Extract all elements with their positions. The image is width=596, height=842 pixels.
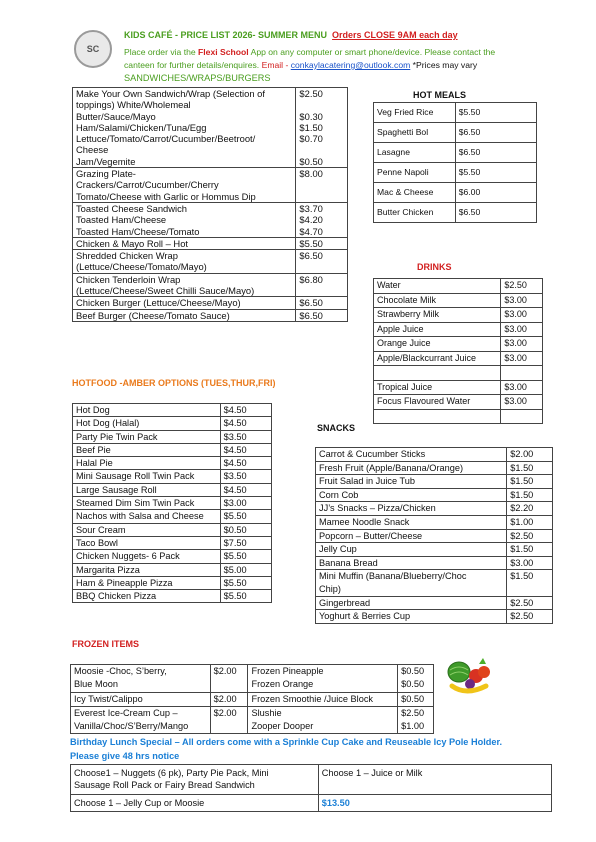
- sandwich-row: [73, 309, 348, 321]
- item-name-line: Toasted Ham/Cheese: [76, 214, 167, 226]
- item-price-line: $0.50: [401, 679, 425, 690]
- item-price: $4.50: [220, 457, 271, 470]
- item-name-line: Gingerbread: [319, 597, 371, 608]
- hotfood-row: [73, 404, 272, 417]
- item-name-line: Moosie -Choc, S’berry,: [74, 666, 167, 676]
- birthday-row: [71, 765, 552, 795]
- drink-row: [374, 366, 543, 381]
- item-price: [296, 202, 348, 237]
- item-price-line: [299, 144, 344, 155]
- item-name-line: Yoghurt & Berries Cup: [319, 611, 411, 622]
- sandwich-row: [73, 168, 348, 203]
- item-name-line: Make Your Own Sandwich/Wrap (Selection of: [76, 88, 265, 99]
- item-price-line: $1.50: [299, 121, 323, 133]
- sandwich-row: [73, 297, 348, 309]
- birthday-price-value: $13.50: [321, 797, 350, 808]
- snack-row: [316, 502, 553, 516]
- hotfood-table: [72, 403, 272, 603]
- hotfood-row: [73, 510, 272, 523]
- item-price: $2.00: [507, 448, 553, 462]
- item-name-line: Vanilla/Choc/S’Berry/Mango: [74, 721, 189, 732]
- snacks-table: [315, 447, 553, 624]
- sandwich-row: [73, 273, 348, 297]
- item-name: [71, 706, 211, 734]
- frozen-row: [71, 692, 434, 706]
- contact-text: canteen for further details/enquires.: [124, 60, 262, 70]
- hot-meals-table: [373, 102, 537, 223]
- item-price: $1.00: [507, 515, 553, 529]
- item-name-line: Fruit Salad in Juice Tub: [319, 476, 416, 487]
- item-name-line: Lettuce/Tomato/Carrot/Cucumber/Beetroot/: [76, 133, 256, 145]
- item-name: [316, 556, 507, 570]
- hotfood-row: [73, 550, 272, 563]
- item-price-line: $6.50: [299, 297, 323, 309]
- sandwiches-heading: SANDWICHES/WRAPS/BURGERS: [124, 73, 271, 83]
- item-price: $5.50: [455, 163, 536, 183]
- sandwich-row: [73, 88, 348, 168]
- item-name-line: Slushie: [251, 707, 282, 718]
- birthday-row: [71, 794, 552, 811]
- item-name: [73, 297, 296, 309]
- item-name-line: Jam/Vegemite: [76, 155, 136, 167]
- item-price: [398, 665, 434, 693]
- item-price: [296, 168, 348, 203]
- item-name: [73, 202, 296, 237]
- snack-row: [316, 570, 553, 596]
- snacks-heading: SNACKS: [317, 423, 356, 433]
- birthday-choice-food-1: Choose1 – Nuggets (6 pk), Party Pie Pack, Mini: [74, 768, 269, 778]
- hotfood-row: [73, 497, 272, 510]
- item-price-line: [214, 678, 245, 691]
- header-line-1: [124, 30, 458, 40]
- item-name: [73, 309, 296, 321]
- item-price: $5.50: [220, 550, 271, 563]
- item-price-line: [299, 261, 344, 272]
- item-price: $7.50: [220, 536, 271, 549]
- hot-meal-row: [374, 103, 537, 123]
- item-name-line: (Lettuce/Cheese/Sweet Chilli Sauce/Mayo): [76, 285, 255, 297]
- item-name: [73, 237, 296, 249]
- item-price-line: $2.00: [213, 693, 237, 704]
- item-name: Beef Pie: [73, 443, 221, 456]
- item-price-line: $0.30: [299, 110, 323, 122]
- frozen-table: [70, 664, 434, 734]
- item-price: $0.50: [220, 523, 271, 536]
- item-name-line: Crackers/Carrot/Cucumber/Cherry: [76, 179, 219, 191]
- drink-row: [374, 337, 543, 352]
- email-link[interactable]: conkaylacatering@outlook.com: [290, 60, 411, 70]
- birthday-price: [318, 794, 551, 811]
- item-name-line: Beef Burger (Cheese/Tomato Sauce): [76, 309, 230, 321]
- frozen-row: [71, 706, 434, 734]
- item-price-line: $0.50: [401, 666, 425, 676]
- item-name: [71, 692, 211, 706]
- item-name-line: Popcorn – Butter/Cheese: [319, 530, 423, 541]
- item-price: $2.50: [507, 610, 553, 624]
- frozen-row: [71, 665, 434, 693]
- item-price-line: $3.70: [299, 202, 323, 214]
- item-price: $2.50: [507, 529, 553, 543]
- item-price-line: $2.00: [213, 666, 237, 676]
- item-price: $6.00: [455, 183, 536, 203]
- item-name: [316, 488, 507, 502]
- item-name-line: Jelly Cup: [319, 544, 357, 555]
- item-name: [248, 706, 398, 734]
- item-price-line: $6.80: [299, 273, 323, 285]
- drink-row: [374, 293, 543, 308]
- item-price: $5.50: [220, 576, 271, 589]
- item-name-line: Shredded Chicken Wrap: [76, 250, 178, 262]
- item-name: [316, 515, 507, 529]
- item-name-line: JJ’s Snacks – Pizza/Chicken: [319, 503, 436, 514]
- birthday-choice-dessert: Choose 1 – Jelly Cup or Moosie: [71, 794, 319, 811]
- birthday-notice: Please give 48 hrs notice: [70, 751, 180, 761]
- hotfood-row: [73, 590, 272, 603]
- item-price-line: $5.50: [299, 237, 323, 249]
- item-price-line: $8.00: [299, 168, 323, 180]
- item-price: $5.00: [220, 563, 271, 576]
- item-price: $3.00: [501, 322, 543, 337]
- item-name: Orange Juice: [374, 337, 501, 352]
- snack-row: [316, 515, 553, 529]
- drink-row: [374, 409, 543, 424]
- item-name: [316, 610, 507, 624]
- item-price: $3.50: [220, 430, 271, 443]
- item-price: $1.50: [507, 570, 553, 596]
- item-name-line: Frozen Orange: [251, 679, 314, 690]
- hotfood-row: [73, 430, 272, 443]
- sandwich-row: [73, 250, 348, 274]
- snack-row: [316, 529, 553, 543]
- hotfood-row: [73, 417, 272, 430]
- drink-row: [374, 279, 543, 294]
- item-name-line: Chicken & Mayo Roll – Hot: [76, 237, 189, 249]
- item-price: $2.50: [501, 279, 543, 294]
- item-price: $5.50: [220, 510, 271, 523]
- item-name: [316, 502, 507, 516]
- snack-row: [316, 610, 553, 624]
- header-line-2: [124, 47, 495, 57]
- item-name: [73, 88, 296, 168]
- item-name: Large Sausage Roll: [73, 483, 221, 496]
- item-name: Chicken Nuggets- 6 Pack: [73, 550, 221, 563]
- item-price-line: $6.50: [299, 309, 323, 321]
- item-name: Butter Chicken: [374, 203, 456, 223]
- item-name: [316, 461, 507, 475]
- item-name: BBQ Chicken Pizza: [73, 590, 221, 603]
- item-name: Steamed Dim Sim Twin Pack: [73, 497, 221, 510]
- item-name: [374, 409, 501, 424]
- item-name: [248, 692, 398, 706]
- item-price-line: $0.50: [299, 155, 323, 167]
- fruit-illustration: [446, 656, 494, 696]
- order-instructions-cont: App on any computer or smart phone/device. Please contact the: [248, 47, 496, 57]
- snack-row: [316, 475, 553, 489]
- hotfood-row: [73, 536, 272, 549]
- item-price: $3.00: [501, 293, 543, 308]
- item-price: $3.00: [501, 308, 543, 323]
- item-price: [296, 237, 348, 249]
- item-price-line: $4.20: [299, 214, 323, 226]
- drinks-table: [373, 278, 543, 424]
- birthday-table: [70, 764, 552, 812]
- item-name: Penne Napoli: [374, 163, 456, 183]
- item-name-line: Cheese: [76, 144, 109, 156]
- item-price: $4.50: [220, 443, 271, 456]
- sandwich-row: [73, 202, 348, 237]
- item-price: $4.50: [220, 483, 271, 496]
- flexi-school-app: Flexi School: [198, 47, 249, 57]
- item-name: [71, 665, 211, 693]
- item-price: $6.50: [455, 143, 536, 163]
- hotfood-row: [73, 523, 272, 536]
- snack-row: [316, 461, 553, 475]
- item-name-line: Zooper Dooper: [251, 721, 314, 732]
- item-price-line: [299, 99, 344, 110]
- item-price: $5.50: [220, 590, 271, 603]
- item-name-line: Chicken Burger (Lettuce/Cheese/Mayo): [76, 297, 241, 309]
- orders-close-notice: Orders CLOSE 9AM each day: [332, 30, 458, 40]
- item-price: [210, 692, 248, 706]
- item-price: $1.50: [507, 543, 553, 557]
- drink-row: [374, 322, 543, 337]
- school-logo: SC: [74, 30, 112, 68]
- item-price-line: [299, 179, 344, 190]
- item-name: Halal Pie: [73, 457, 221, 470]
- item-price-line: [299, 285, 344, 296]
- item-price: [501, 409, 543, 424]
- page-title: KIDS CAFÉ - PRICE LIST 2026- SUMMER MENU: [124, 30, 328, 40]
- item-price: $4.50: [220, 417, 271, 430]
- item-price: $3.00: [220, 497, 271, 510]
- item-name-line: Grazing Plate-: [76, 168, 136, 180]
- item-name: [73, 273, 296, 297]
- item-price: $3.00: [501, 351, 543, 366]
- item-name: [73, 250, 296, 274]
- item-name-line: Chip): [319, 583, 341, 594]
- item-name-line: Ham/Salami/Chicken/Tuna/Egg: [76, 121, 207, 133]
- item-name: Hot Dog (Halal): [73, 417, 221, 430]
- item-name: Water: [374, 279, 501, 294]
- item-price-line: [214, 720, 245, 733]
- item-name: Hot Dog: [73, 404, 221, 417]
- item-name: [316, 448, 507, 462]
- item-price: [296, 297, 348, 309]
- item-price-line: $1.00: [401, 721, 425, 732]
- item-price-line: $2.00: [213, 707, 237, 718]
- item-price: $2.50: [507, 596, 553, 610]
- item-name-line: Blue Moon: [74, 679, 118, 690]
- hotfood-row: [73, 470, 272, 483]
- item-name: Strawberry Milk: [374, 308, 501, 323]
- hot-meal-row: [374, 203, 537, 223]
- item-name-line: Frozen Smoothie /Juice Block: [251, 693, 374, 704]
- hot-meals-heading: HOT MEALS: [413, 90, 466, 100]
- snack-row: [316, 596, 553, 610]
- item-price-line: $0.50: [401, 693, 425, 704]
- item-price: $5.50: [455, 103, 536, 123]
- item-name-line: Chicken Tenderloin Wrap: [76, 273, 181, 285]
- item-price: [398, 706, 434, 734]
- item-price: $3.00: [501, 337, 543, 352]
- item-name: [73, 168, 296, 203]
- item-name: Ham & Pineapple Pizza: [73, 576, 221, 589]
- item-name: Spaghetti Bol: [374, 123, 456, 143]
- item-price: $3.00: [501, 380, 543, 395]
- header-line-3: [124, 60, 477, 70]
- item-price: $2.20: [507, 502, 553, 516]
- drink-row: [374, 308, 543, 323]
- snack-row: [316, 556, 553, 570]
- hotfood-heading: HOTFOOD -AMBER OPTIONS (TUES,THUR,FRI): [72, 378, 276, 388]
- snack-row: [316, 488, 553, 502]
- hot-meal-row: [374, 183, 537, 203]
- item-price: [210, 665, 248, 693]
- item-name: [316, 596, 507, 610]
- item-name-line: Everest Ice-Cream Cup –: [74, 707, 178, 718]
- item-name-line: (Lettuce/Cheese/Tomato/Mayo): [76, 261, 207, 273]
- item-price: [296, 309, 348, 321]
- item-name: Margarita Pizza: [73, 563, 221, 576]
- item-name: Mini Sausage Roll Twin Pack: [73, 470, 221, 483]
- item-price: $3.50: [220, 470, 271, 483]
- drink-row: [374, 395, 543, 410]
- item-price: [296, 250, 348, 274]
- birthday-choice-food: [71, 765, 319, 795]
- item-price: $3.00: [507, 556, 553, 570]
- drink-row: [374, 380, 543, 395]
- item-name-line: Corn Cob: [319, 489, 359, 500]
- item-price: $6.50: [455, 123, 536, 143]
- sandwich-row: [73, 237, 348, 249]
- hotfood-row: [73, 576, 272, 589]
- item-name: Apple/Blackcurrant Juice: [374, 351, 501, 366]
- item-price: [398, 692, 434, 706]
- birthday-choice-drink: Choose 1 – Juice or Milk: [318, 765, 551, 795]
- item-name: Chocolate Milk: [374, 293, 501, 308]
- item-name-line: Mamee Noodle Snack: [319, 516, 410, 527]
- item-price-line: $2.50: [401, 707, 425, 718]
- item-name: Focus Flavoured Water: [374, 395, 501, 410]
- item-name: Sour Cream: [73, 523, 221, 536]
- item-name-line: Butter/Sauce/Mayo: [76, 110, 156, 122]
- item-price: $3.00: [501, 395, 543, 410]
- hot-meal-row: [374, 163, 537, 183]
- item-name: Tropical Juice: [374, 380, 501, 395]
- item-name-line: Tomato/Cheese with Garlic or Hommus Dip: [76, 190, 256, 202]
- item-price-line: $2.50: [299, 88, 323, 99]
- item-name-line: Mini Muffin (Banana/Blueberry/Choc: [319, 571, 467, 582]
- hot-meal-row: [374, 143, 537, 163]
- item-price-line: $4.70: [299, 225, 323, 237]
- birthday-choice-food-2: Sausage Roll Pack or Fairy Bread Sandwich: [74, 780, 255, 791]
- item-name: Nachos with Salsa and Cheese: [73, 510, 221, 523]
- hot-meal-row: [374, 123, 537, 143]
- item-name-line: toppings) White/Wholemeal: [76, 99, 191, 111]
- item-name: Apple Juice: [374, 322, 501, 337]
- item-price-line: $6.50: [299, 250, 323, 262]
- item-price-line: $0.70: [299, 133, 323, 145]
- drink-row: [374, 351, 543, 366]
- item-name-line: Fresh Fruit (Apple/Banana/Orange): [319, 462, 464, 473]
- item-name: Party Pie Twin Pack: [73, 430, 221, 443]
- item-name: Lasagne: [374, 143, 456, 163]
- item-name-line: Toasted Ham/Cheese/Tomato: [76, 225, 200, 237]
- item-name: [316, 529, 507, 543]
- sandwiches-table: [72, 87, 348, 322]
- frozen-heading: FROZEN ITEMS: [72, 639, 139, 649]
- drinks-heading: DRINKS: [417, 262, 452, 272]
- snack-row: [316, 543, 553, 557]
- item-price: $1.50: [507, 475, 553, 489]
- item-name: [316, 570, 507, 596]
- item-name-line: Banana Bread: [319, 557, 378, 568]
- item-name: Mac & Cheese: [374, 183, 456, 203]
- item-name: Taco Bowl: [73, 536, 221, 549]
- item-price: [296, 88, 348, 168]
- item-name-line: Toasted Cheese Sandwich: [76, 202, 188, 214]
- order-instructions: Place order via the: [124, 47, 199, 57]
- snack-row: [316, 448, 553, 462]
- item-name-line: Icy Twist/Calippo: [74, 693, 143, 704]
- hotfood-row: [73, 443, 272, 456]
- email-label: Email -: [261, 60, 291, 70]
- item-name: [248, 665, 398, 693]
- item-price: $1.50: [507, 461, 553, 475]
- hotfood-row: [73, 563, 272, 576]
- item-price: $1.50: [507, 488, 553, 502]
- item-name-line: Frozen Pineapple: [251, 666, 324, 676]
- item-price: [210, 706, 248, 734]
- birthday-heading: Birthday Lunch Special – All orders come with a Sprinkle Cup Cake and Reuseable Icy Pole Holder.: [70, 737, 503, 747]
- item-price: [296, 273, 348, 297]
- item-name: [374, 366, 501, 381]
- item-name: [316, 543, 507, 557]
- hotfood-row: [73, 457, 272, 470]
- item-price: [501, 366, 543, 381]
- item-price: $4.50: [220, 404, 271, 417]
- item-name: [316, 475, 507, 489]
- item-price-line: [299, 191, 344, 202]
- prices-note: *Prices may vary: [410, 60, 478, 70]
- item-price: $6.50: [455, 203, 536, 223]
- item-name: Veg Fried Rice: [374, 103, 456, 123]
- hotfood-row: [73, 483, 272, 496]
- item-name-line: Carrot & Cucumber Sticks: [319, 449, 426, 459]
